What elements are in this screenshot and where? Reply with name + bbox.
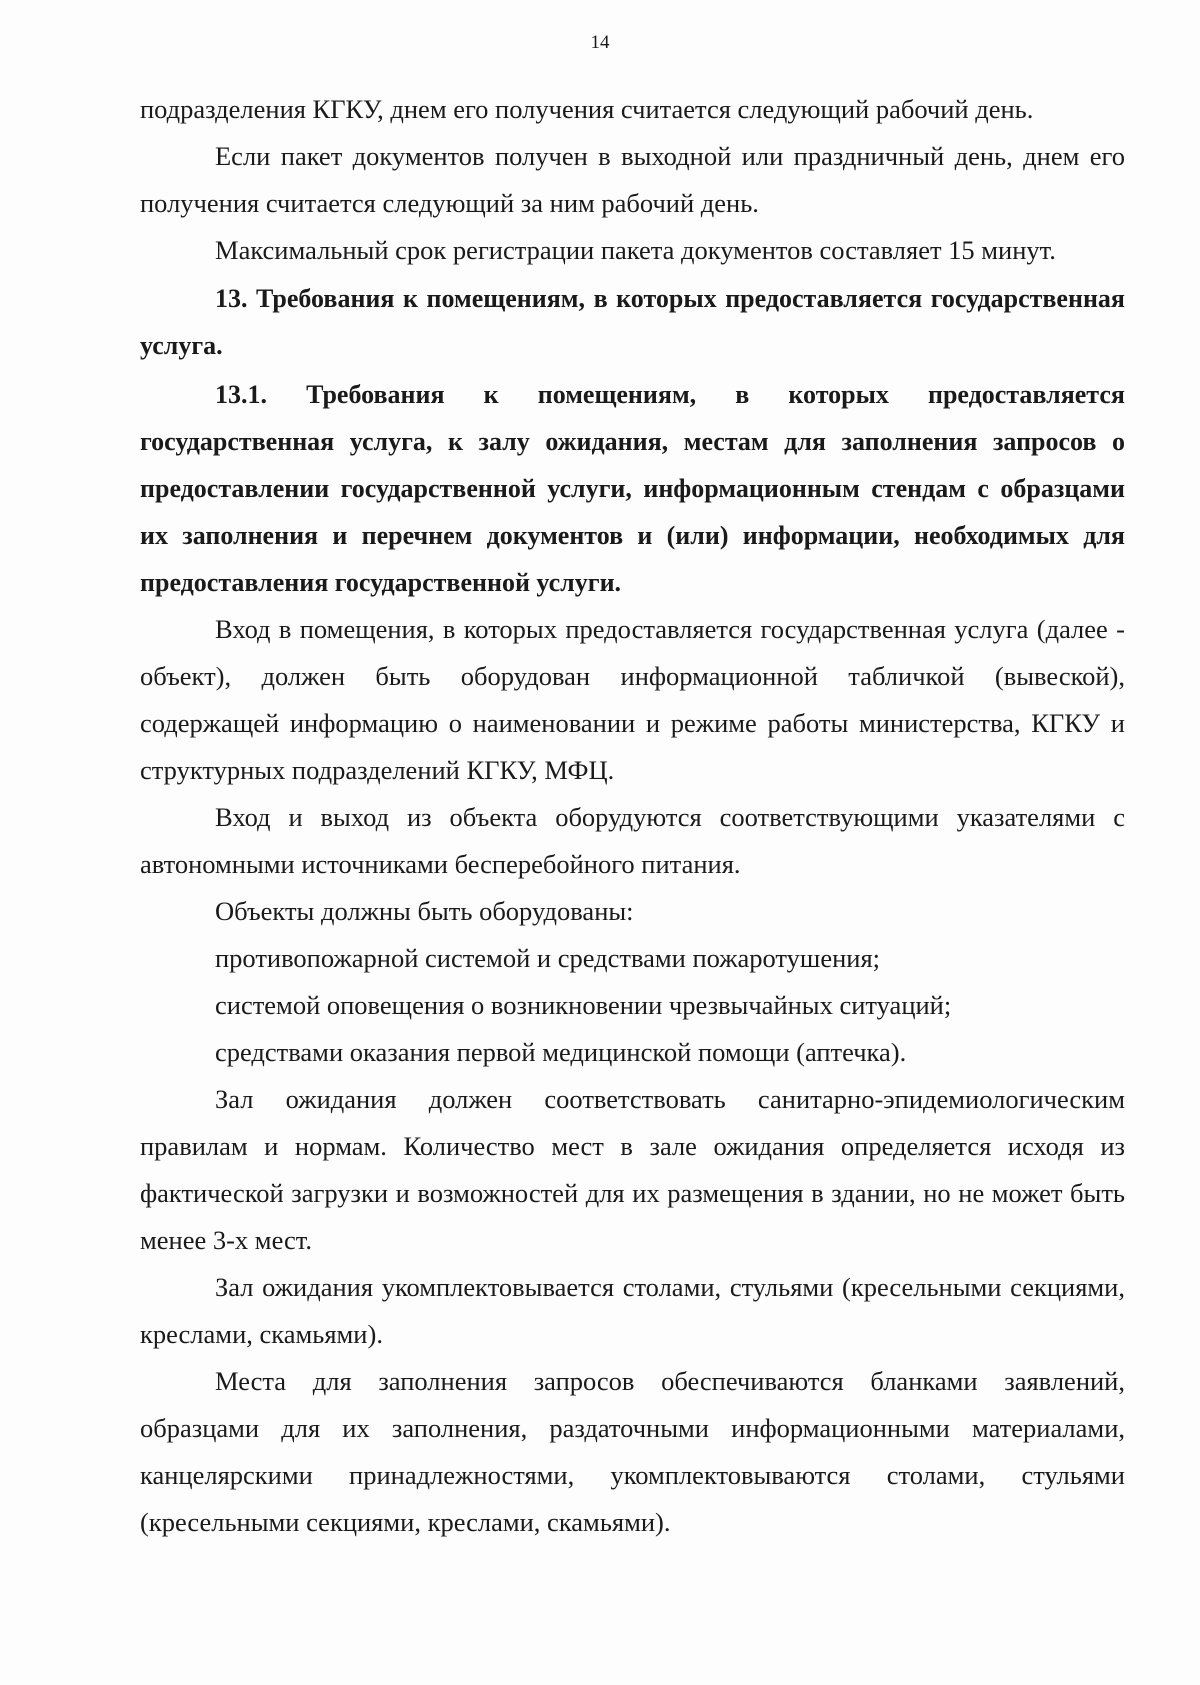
paragraph-request-filling-places: Места для заполнения запросов обеспечиваются бланками заявлений, образцами для их заполнения, раздаточными информационными материалами, канцелярскими принадлежностями, укомплектовываются столами, стульями (кресельными секциями, креслами, скамьями). bbox=[140, 1366, 1125, 1537]
section-heading-13-1: 13.1. Требования к помещениям, в которых предоставляется государственная услуга, к залу ожидания, местам для заполнения запросов о предоставлении государственной услуги, информационным стендам с образцами их заполнения и перечнем документов и (или) информации, необходимых для предоставления государственной услуги. bbox=[140, 380, 1125, 597]
paragraph-registration-term: Максимальный срок регистрации пакета документов составляет 15 минут. bbox=[215, 235, 1056, 265]
document-body bbox=[140, 86, 1125, 1546]
paragraph-holiday-receipt: Если пакет документов получен в выходной или праздничный день, днем его получения считается следующий за ним рабочий день. bbox=[140, 141, 1125, 218]
section-heading-13: 13. Требования к помещениям, в которых предоставляется государственная услуга. bbox=[140, 284, 1125, 360]
paragraph-waiting-hall-norms: Зал ожидания должен соответствовать санитарно-эпидемиологическим правилам и нормам. Количество мест в зале ожидания определяется исходя из фактической загрузки и возможностей для их размещения в здании, но не может быть менее 3-х мест. bbox=[140, 1084, 1125, 1255]
paragraph-entrance-exit: Вход и выход из объекта оборудуются соответствующими указателями с автономными источниками бесперебойного питания. bbox=[140, 802, 1125, 879]
page-number: 14 bbox=[590, 32, 610, 53]
list-item-first-aid: средствами оказания первой медицинской помощи (аптечка). bbox=[215, 1037, 907, 1067]
paragraph-continuation: подразделения КГКУ, днем его получения считается следующий рабочий день. bbox=[140, 94, 1034, 124]
list-item-fire-system: противопожарной системой и средствами пожаротушения; bbox=[215, 943, 880, 973]
paragraph-entrance-sign: Вход в помещения, в которых предоставляется государственная услуга (далее - объект), должен быть оборудован информационной табличкой (вывеской), содержащей информацию о наименовании и режиме работы министерства, КГКУ и структурных подразделений КГКУ, МФЦ. bbox=[140, 614, 1125, 785]
paragraph-waiting-hall-furniture: Зал ожидания укомплектовывается столами, стульями (кресельными секциями, креслами, скамьями). bbox=[140, 1272, 1125, 1349]
list-item-alert-system: системой оповещения о возникновении чрезвычайных ситуаций; bbox=[215, 990, 952, 1020]
paragraph-equipment-intro: Объекты должны быть оборудованы: bbox=[215, 896, 634, 926]
